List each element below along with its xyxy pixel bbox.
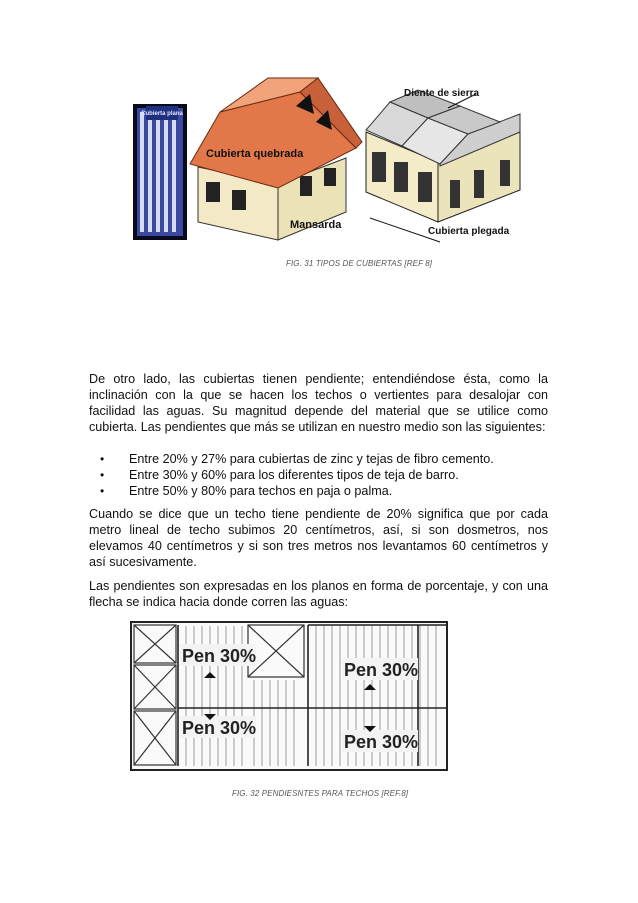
roof-types-figure	[128, 72, 528, 250]
figure-32-caption: FIG. 32 PENDIESNTES PARA TECHOS [REF.8]	[232, 789, 409, 798]
label-diente-de-sierra: Diente de sierra	[404, 88, 480, 99]
figure-31-caption: FIG. 31 TIPOS DE CUBIERTAS [REF 8]	[286, 259, 433, 268]
label-cubierta-quebrada: Cubierta quebrada	[206, 148, 304, 160]
list-item: • Entre 30% y 60% para los diferentes tipos de teja de barro.	[100, 467, 494, 483]
paragraph-ejemplo: Cuando se dice que un techo tiene pendiente de 20% significa que por cada metro lineal de techo subimos 20 centímetros, así, si son dosmetros, nos elevamos 40 centímetros y si son tres metros nos levantamos 60 centímetros y así sucesivamente.	[89, 507, 548, 569]
list-item: • Entre 50% y 80% para techos en paja o palma.	[100, 483, 494, 499]
slope-label-top-left: Pen 30%	[182, 646, 257, 666]
paragraph-planos: Las pendientes son expresadas en los planos en forma de porcentaje, y con una flecha se indica hacia donde corren las aguas:	[89, 579, 548, 609]
sawtooth-building	[366, 88, 520, 242]
flat-roof-building	[133, 104, 187, 240]
mansard-house	[190, 78, 362, 240]
label-cubierta-plegada: Cubierta plegada	[428, 226, 510, 237]
roof-slopes-plan	[130, 620, 448, 772]
label-mansarda: Mansarda	[290, 219, 342, 231]
slope-label-bottom-left: Pen 30%	[182, 718, 257, 738]
label-cubierta-plana: Cubierta plana	[141, 111, 183, 117]
list-item: • Entre 20% y 27% para cubiertas de zinc y tejas de fibro cemento.	[100, 451, 494, 467]
slope-label-top-right: Pen 30%	[344, 660, 419, 680]
slope-list	[100, 451, 494, 499]
paragraph-pendiente: De otro lado, las cubiertas tienen pendiente; entendiéndose ésta, como la inclinación con la que se hacen los techos o vertientes para desalojar con facilidad las aguas. Su magnitud depende del material que se utilice como cubierta. Las pendientes que más se utilizan en nuestro medio son las siguientes:	[89, 372, 548, 434]
slope-label-bottom-right: Pen 30%	[344, 732, 419, 752]
